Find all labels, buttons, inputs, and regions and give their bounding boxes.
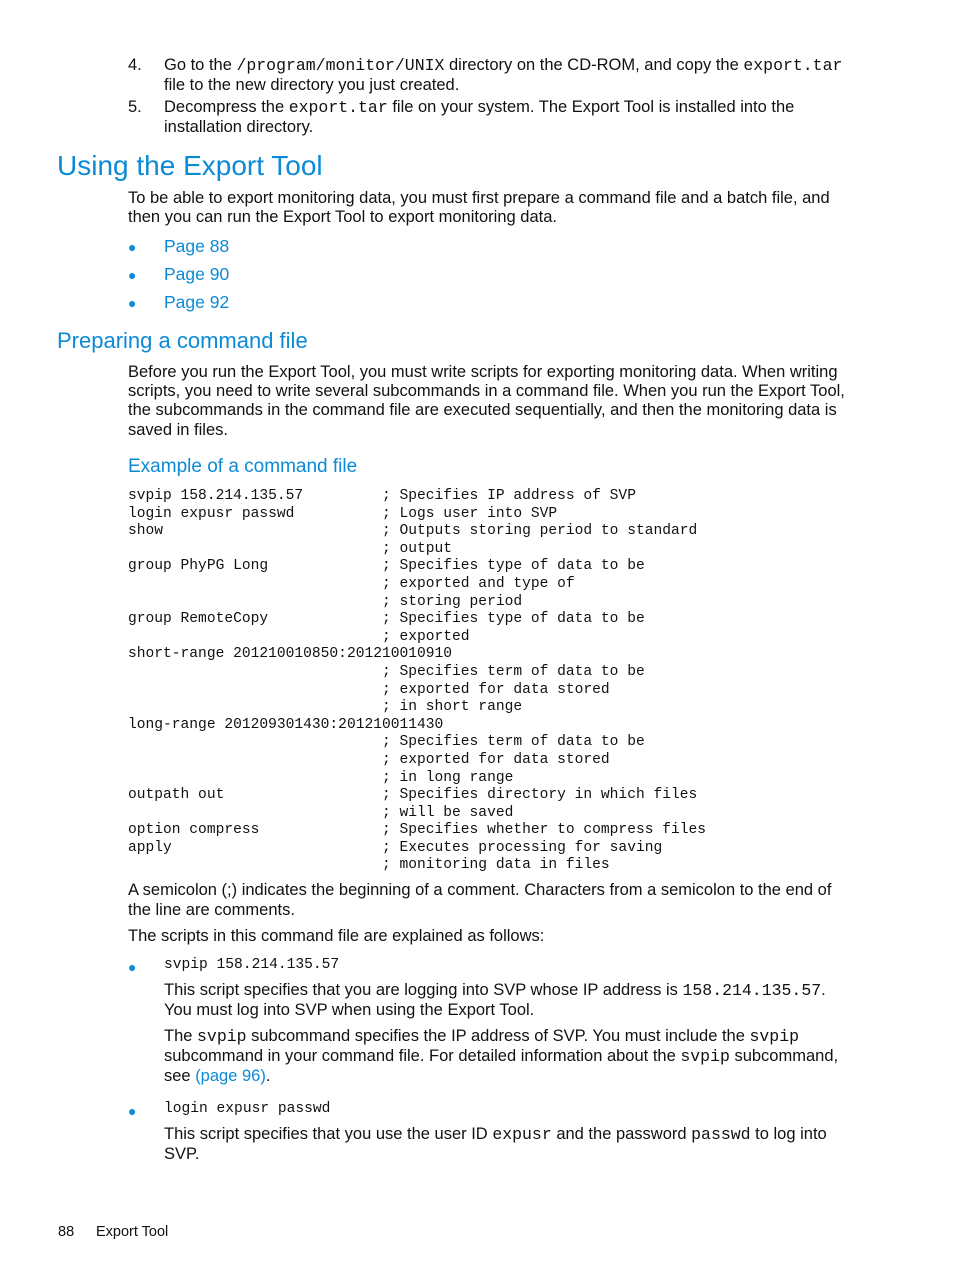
bullet-icon: ● bbox=[128, 1103, 137, 1119]
section-intro-line-1: To be able to export monitoring data, you must first prepare a command file and a batch file, and bbox=[128, 189, 830, 207]
step-4-text: directory on the CD-ROM, and copy the bbox=[444, 56, 744, 74]
bullet-icon: ● bbox=[128, 295, 137, 311]
footer-page-number: 88 bbox=[58, 1224, 75, 1240]
item-1-text: subcommand specifies the IP address of SVP. You must include the bbox=[246, 1027, 750, 1045]
semicolon-note-line-1: A semicolon (;) indicates the beginning of a comment. Characters from a semicolon to the end of bbox=[128, 881, 832, 899]
item-2-para-line-2: SVP. bbox=[164, 1145, 200, 1163]
bullet-icon: ● bbox=[128, 239, 137, 255]
step-5-text: Decompress the bbox=[164, 98, 289, 116]
step-number-5: 5. bbox=[128, 98, 142, 116]
bullet-icon: ● bbox=[128, 267, 137, 283]
link-page-92[interactable]: Page 92 bbox=[164, 292, 230, 312]
item-1-para-a-line-1 bbox=[164, 981, 826, 1001]
item-1-code: svpip 158.214.135.57 bbox=[164, 957, 340, 973]
item-1-text: This script specifies that you are logging into SVP whose IP address is bbox=[164, 981, 683, 999]
link-page-88[interactable]: Page 88 bbox=[164, 236, 230, 256]
step-4-file: export.tar bbox=[743, 56, 843, 75]
item-2-text: and the password bbox=[551, 1125, 692, 1143]
item-2-text: to log into bbox=[750, 1125, 827, 1143]
subsection-para-line-1: Before you run the Export Tool, you must write scripts for exporting monitoring data. When writing bbox=[128, 363, 838, 381]
password-code: passwd bbox=[691, 1125, 751, 1144]
svpip-code: svpip bbox=[197, 1027, 247, 1046]
item-1-text: . bbox=[265, 1067, 271, 1085]
item-1-text: see bbox=[164, 1067, 196, 1085]
svpip-code: svpip bbox=[749, 1027, 800, 1046]
section-title: Using the Export Tool bbox=[57, 150, 323, 181]
item-1-para-b-line-2 bbox=[164, 1047, 838, 1067]
item-2-code: login expusr passwd bbox=[164, 1101, 331, 1117]
item-1-text: . bbox=[821, 981, 826, 999]
step-number-4: 4. bbox=[128, 56, 142, 74]
explained-intro: The scripts in this command file are explained as follows: bbox=[128, 927, 545, 945]
subsection-para-line-4: saved in files. bbox=[128, 421, 228, 439]
step-5-line-1 bbox=[164, 98, 794, 118]
subsection-title: Preparing a command file bbox=[57, 328, 308, 353]
step-5-text: file on your system. The Export Tool is installed into the bbox=[387, 98, 795, 116]
link-page-96[interactable]: (page 96) bbox=[195, 1067, 266, 1085]
svpip-code: svpip bbox=[680, 1047, 730, 1066]
footer-title: Export Tool bbox=[96, 1224, 169, 1240]
item-2-para-line-1 bbox=[164, 1125, 827, 1145]
bullet-icon: ● bbox=[128, 959, 137, 975]
item-1-text: The bbox=[164, 1027, 198, 1045]
step-5-line-2: installation directory. bbox=[164, 118, 314, 136]
command-file-example: svpip 158.214.135.57 ; Specifies IP address of SVP login expusr passwd ; Logs user into SVP show ; Outputs storing period to standard ; output group PhyPG Long ; Specifies type of data to be ; exported and type of ; storing period group RemoteCopy ; Specifies type of data to be ; exported short-range 201210010850:201210010910 ; Specifies term of data to be ; exported for data stored ; in short range long-range 201209301430:201210011430 ; Specifies term of data to be ; exported for data stored ; in long range outpath out ; Specifies directory in which files ; will be saved option compress ; Specifies whether to compress files apply ; Executes processing for saving ; monitoring data in files bbox=[128, 488, 707, 874]
item-1-para-b-line-3 bbox=[164, 1067, 270, 1087]
user-id-code: expusr bbox=[492, 1125, 552, 1144]
step-4-line-2: file to the new directory you just created. bbox=[164, 76, 460, 94]
item-1-text: subcommand in your command file. For detailed information about the bbox=[164, 1047, 681, 1065]
item-1-para-b-line-1 bbox=[164, 1027, 799, 1047]
item-1-text: subcommand, bbox=[729, 1047, 839, 1065]
item-1-ip: 158.214.135.57 bbox=[682, 981, 822, 1000]
step-4-text: Go to the bbox=[164, 56, 237, 74]
section-intro-line-2: then you can run the Export Tool to export monitoring data. bbox=[128, 208, 557, 226]
step-4-path: /program/monitor/UNIX bbox=[236, 56, 445, 75]
step-4-line-1 bbox=[164, 56, 842, 76]
item-2-text: This script specifies that you use the user ID bbox=[164, 1125, 493, 1143]
subsection-para-line-2: scripts, you need to write several subcommands in a command file. When you run the Export Tool, bbox=[128, 382, 845, 400]
example-title: Example of a command file bbox=[128, 456, 358, 477]
semicolon-note-line-2: the line are comments. bbox=[128, 901, 295, 919]
item-1-para-a-line-2: You must log into SVP when using the Export Tool. bbox=[164, 1001, 535, 1019]
subsection-para-line-3: the subcommands in the command file are executed sequentially, and then the monitoring data is bbox=[128, 401, 837, 419]
link-page-90[interactable]: Page 90 bbox=[164, 264, 230, 284]
step-5-file: export.tar bbox=[288, 98, 388, 117]
